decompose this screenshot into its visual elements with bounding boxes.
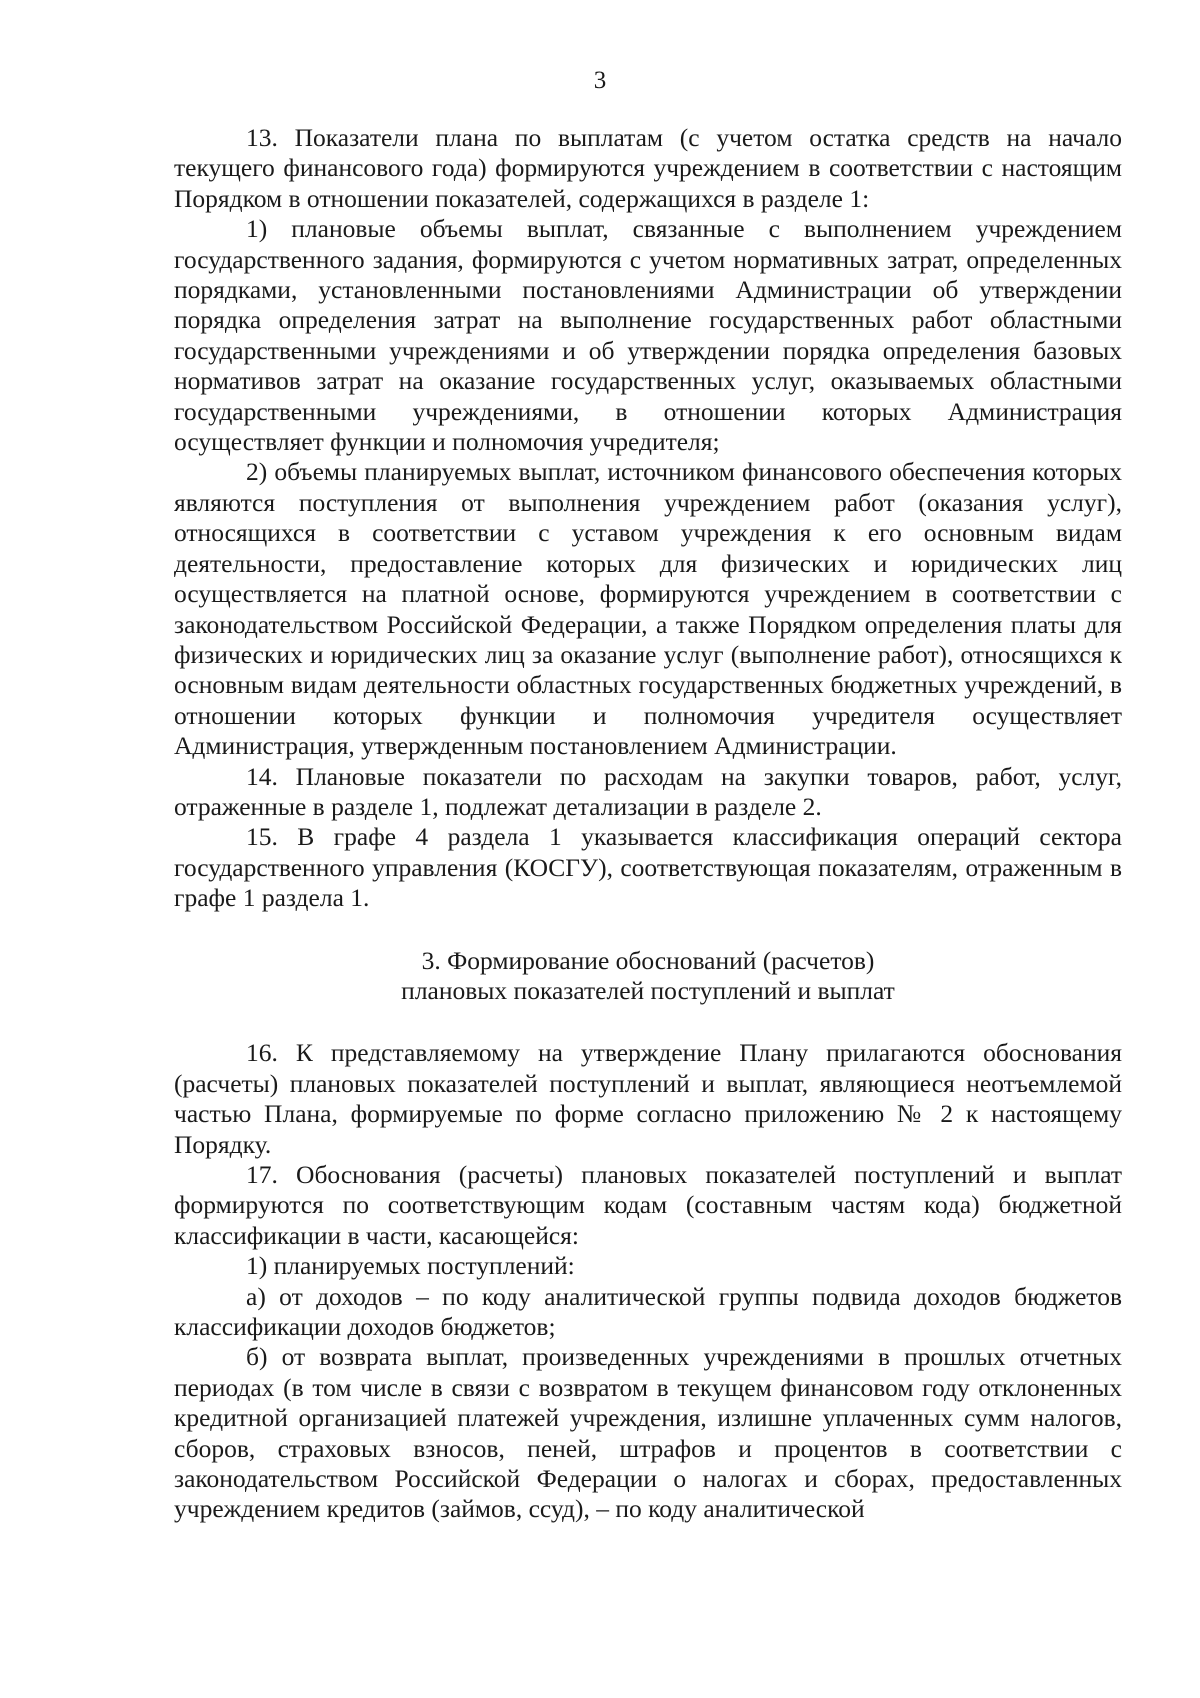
- paragraph-15: 15. В графе 4 раздела 1 указывается классификация операций сектора государственного управления (КОСГУ), соответствующая показателям, отраженным в графе 1 раздела 1.: [174, 822, 1122, 913]
- paragraph-17: 17. Обоснования (расчеты) плановых показателей поступлений и выплат формируются по соответствующим кодам (составным частям кода) бюджетной классификации в части, касающейся:: [174, 1160, 1122, 1250]
- paragraph-17-item-1: 1) планируемых поступлений:: [246, 1251, 575, 1281]
- section-heading-line-2: плановых показателей поступлений и выплат: [401, 975, 895, 1005]
- paragraph-13-item-1: 1) плановые объемы выплат, связанные с выполнением учреждением государственного задания, формируются с учетом нормативных затрат, определенных порядками, установленными постановлениями Администрации об утверждении порядка определения затрат на выполнение государственных работ областными государственными учреждениями и об утверждении порядка определения базовых нормативов затрат на оказание государственных услуг, оказываемых областными государственными учреждениями, в отношении которых Администрация осуществляет функции и полномочия учредителя;: [174, 214, 1122, 457]
- paragraph-17-item-1b: б) от возврата выплат, произведенных учреждениями в прошлых отчетных периодах (в том числе в связи с возвратом в текущем финансовом году отклоненных кредитной организацией платежей учреждения, излишне уплаченных сумм налогов, сборов, страховых взносов, пеней, штрафов и процентов в соответствии с законодательством Российской Федерации о налогах и сборах, предоставленных учреждением кредитов (займов, ссуд), – по коду аналитической: [174, 1342, 1122, 1524]
- page-number: 3: [593, 67, 607, 94]
- paragraph-13-item-2: 2) объемы планируемых выплат, источником финансового обеспечения которых являются поступления от выполнения учреждением работ (оказания услуг), относящихся в соответствии с уставом учреждения к его основным видам деятельности, предоставление которых для физических и юридических лиц осуществляется на платной основе, формируются учреждением в соответствии с законодательством Российской Федерации, а также Порядком определения платы для физических и юридических лиц за оказание услуг (выполнение работ), относящихся к основным видам деятельности областных государственных бюджетных учреждений, в отношении которых функции и полномочия учредителя осуществляет Администрация, утвержденным постановлением Администрации.: [174, 457, 1122, 761]
- paragraph-17-item-1a: а) от доходов – по коду аналитической группы подвида доходов бюджетов классификации доходов бюджетов;: [174, 1281, 1122, 1342]
- paragraph-14: 14. Плановые показатели по расходам на закупки товаров, работ, услуг, отраженные в разделе 1, подлежат детализации в разделе 2.: [174, 761, 1122, 821]
- section-heading: [174, 946, 1122, 1007]
- paragraph-13: 13. Показатели плана по выплатам (с учетом остатка средств на начало текущего финансового года) формируются учреждением в соответствии с настоящим Порядком в отношении показателей, содержащихся в разделе 1:: [174, 123, 1122, 213]
- section-heading-line-1: 3. Формирование обоснований (расчетов): [421, 945, 875, 975]
- document-body: [174, 123, 1122, 1525]
- paragraph-16: 16. К представляемому на утверждение Плану прилагаются обоснования (расчеты) плановых показателей поступлений и выплат, являющиеся неотъемлемой частью Плана, формируемые по форме согласно приложению № 2 к настоящему Порядку.: [174, 1038, 1122, 1159]
